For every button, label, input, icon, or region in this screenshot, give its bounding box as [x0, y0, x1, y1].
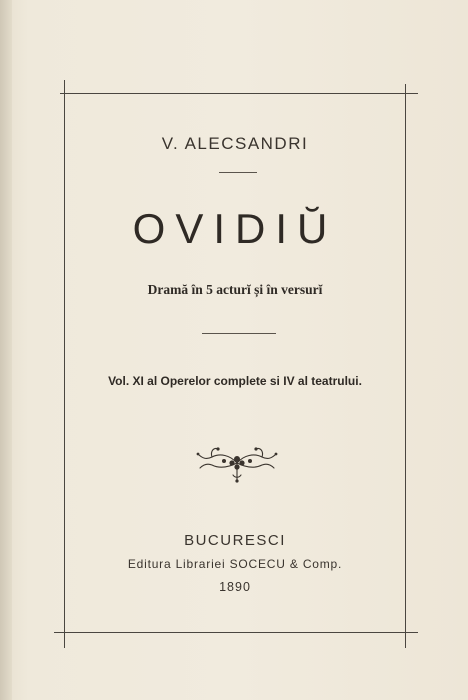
- imprint-publisher: Editura Librariei SOCECU & Comp.: [127, 557, 343, 571]
- floral-ornament-icon: [192, 441, 282, 485]
- frame-top-rule: [60, 93, 418, 94]
- imprint-city: BUCURESCI: [184, 532, 286, 549]
- imprint-year: 1890: [219, 580, 251, 594]
- book-subtitle: Dramă în 5 acturĭ și în versurĭ: [147, 282, 323, 297]
- volume-note: Vol. XI al Operelor complete si IV al teatrului.: [108, 374, 362, 388]
- book-title: OVIDIŬ: [132, 205, 338, 252]
- page-edge: [0, 0, 12, 700]
- subtitle-separator: [202, 333, 276, 334]
- author-separator: [219, 172, 257, 173]
- frame-bottom-rule: [54, 632, 418, 633]
- author-name: V. ALECSANDRI: [161, 134, 309, 153]
